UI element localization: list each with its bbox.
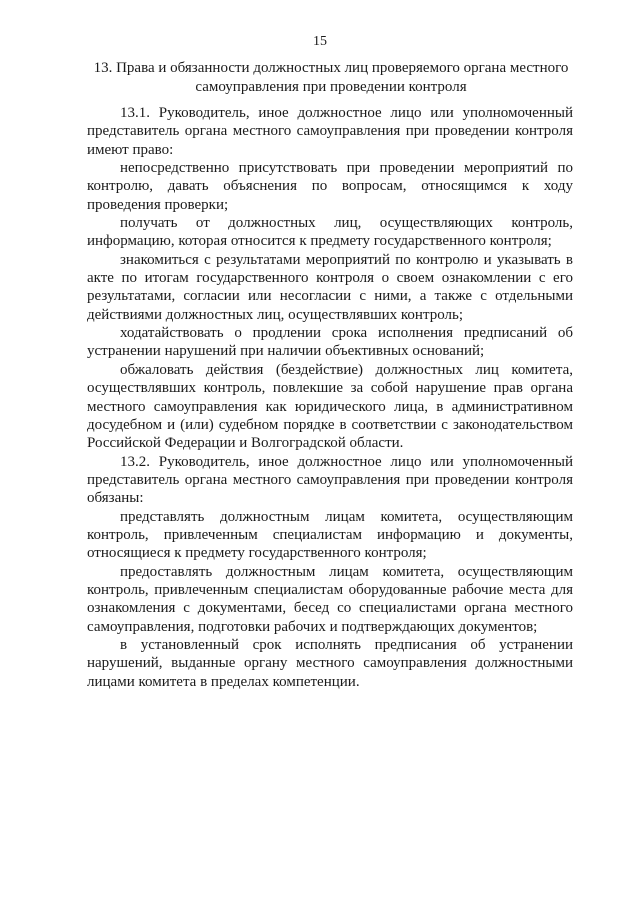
section-title: 13. Права и обязанности должностных лиц проверяемого органа местного самоуправления при проведении контроля [93, 60, 569, 95]
paragraph: непосредственно присутствовать при проведении мероприятий по контролю, давать объяснения по вопросам, относящимся к ходу проведения проверки; [87, 160, 573, 213]
paragraph: в установленный срок исполнять предписания об устранении нарушений, выданные органу местного самоуправления должностными лицами комитета в пределах компетенции. [87, 636, 573, 690]
paragraph: представлять должностным лицам комитета, осуществляющим контроль, привлеченным специалистам информацию и документы, относящиеся к предмету государственного контроля; [87, 508, 573, 562]
page-number: 15 [313, 34, 327, 49]
paragraph: 13.1. Руководитель, иное должностное лицо или уполномоченный представитель органа местного самоуправления при проведении контроля имеют право: [87, 105, 573, 158]
paragraph: предоставлять должностным лицам комитета, осуществляющим контроль, привлеченным специалистам оборудованные рабочие места для ознакомления с документами, бесед со специалистами органа местного самоуправления, подготовки рабочих и подтверждающих документов; [87, 563, 573, 635]
paragraph: получать от должностных лиц, осуществляющих контроль, информацию, которая относится к предмету государственного контроля; [87, 215, 573, 250]
paragraph: обжаловать действия (бездействие) должностных лиц комитета, осуществлявших контроль, повлекшие за собой нарушение прав органа местного самоуправления как юридического лица, в административном досудебном и (или) судебном порядке в соответствии с законодательством Российской Федерации и Волгоградской области. [87, 361, 573, 452]
paragraph: 13.2. Руководитель, иное должностное лицо или уполномоченный представитель органа местного самоуправления при проведении контроля обязаны: [87, 453, 573, 507]
paragraph: ходатайствовать о продлении срока исполнения предписаний об устранении нарушений при наличии объективных оснований; [87, 325, 573, 360]
document-body [87, 104, 573, 691]
paragraph: знакомиться с результатами мероприятий по контролю и указывать в акте по итогам государственного контроля о своем ознакомлении с его результатами, согласии или несогласии с ними, а также с отдельными действиями должностных лиц, осуществлявших контроль; [87, 251, 573, 323]
